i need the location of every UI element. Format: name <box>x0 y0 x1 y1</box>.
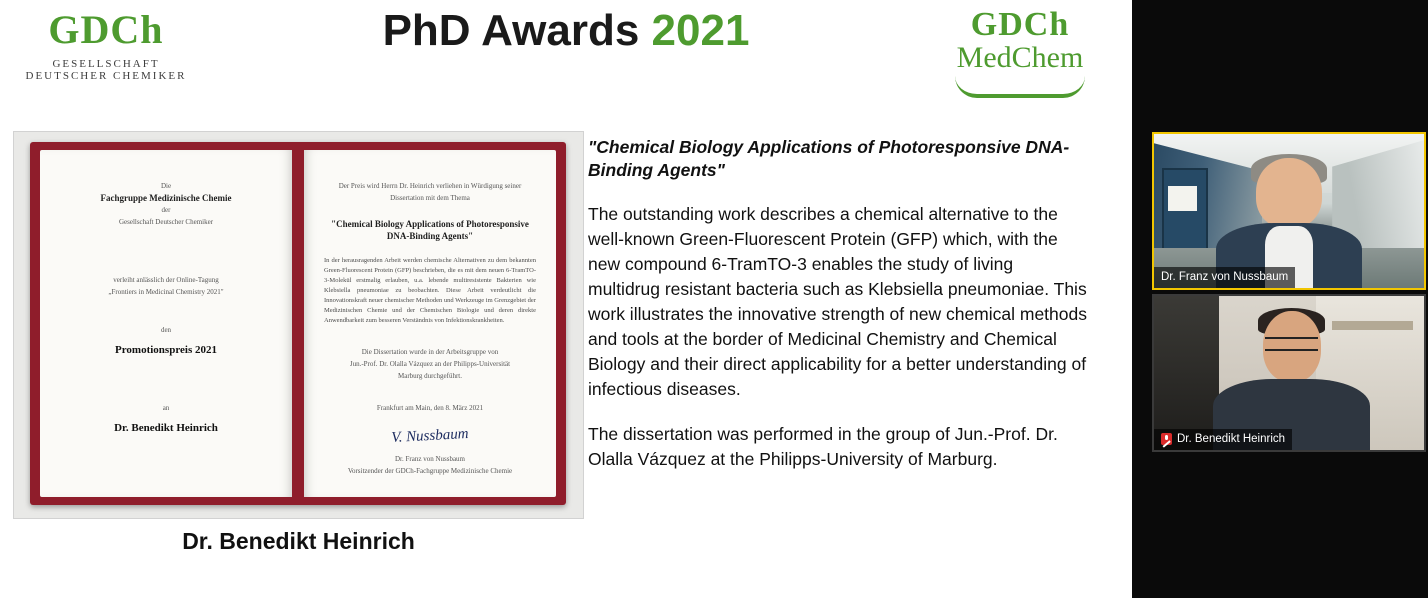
dark-left-area <box>1154 296 1219 450</box>
cert-r1: Der Preis wird Herrn Dr. Heinrich verliehen in Würdigung seiner <box>338 182 522 190</box>
cert-l5: verleiht anlässlich der Online-Tagung <box>113 276 219 284</box>
participant-name-label <box>1154 429 1292 450</box>
cert-l8: Promotionspreis 2021 <box>115 344 217 356</box>
slide-text-column <box>588 136 1088 492</box>
cert-l9: an <box>162 404 170 412</box>
cert-l2: Fachgruppe Medizinische Chemie <box>100 193 232 203</box>
cert-r3: "Chemical Biology Applications of Photoresponsive DNA-Binding Agents" <box>331 219 529 241</box>
cert-r2: Dissertation mit dem Thema <box>390 194 470 202</box>
description-paragraph-2: The dissertation was performed in the group of Jun.-Prof. Dr. Olalla Vázquez at the Philipps-University of Marburg. <box>588 424 1058 469</box>
gdch-medchem-logo <box>930 8 1110 98</box>
cert-signature: V. Nussbaum <box>390 425 469 447</box>
medchem-swoosh-icon <box>955 76 1085 98</box>
certificate-left-page <box>40 150 292 497</box>
gdch-logo-line2: DEUTSCHER CHEMIKER <box>25 70 187 82</box>
cert-r6: Jun.-Prof. Dr. Olalla Vázquez an der Philipps-Universität <box>349 360 511 368</box>
video-feed-corridor <box>1154 134 1424 288</box>
participant-video-panel <box>1132 0 1428 598</box>
awardee-caption: Dr. Benedikt Heinrich <box>182 528 415 554</box>
participant-name-label <box>1154 267 1295 288</box>
head <box>1256 158 1323 228</box>
dissertation-title: "Chemical Biology Applications of Photoresponsive DNA-Binding Agents" <box>588 137 1070 180</box>
description-paragraph-1: The outstanding work describes a chemical alternative to the well-known Green-Fluorescent Protein (GFP) which, with the new compound 6-TramTO-3 enables the study of living multidrug resistant bacteria such as Klebsiella pneumoniae. This work illustrates the innovative strength of new chemical methods and tools at the border of Medicinal Chemistry and Chemical Biology and their direct applicability for a better understanding of infectious diseases. <box>588 204 1087 399</box>
video-feed-room <box>1154 296 1424 450</box>
gdch-logo-line1: GESELLSCHAFT <box>52 58 160 70</box>
video-tile-franz-von-nussbaum[interactable] <box>1152 132 1426 290</box>
video-tile-benedikt-heinrich[interactable] <box>1152 294 1426 452</box>
cert-l7: den <box>160 326 172 334</box>
cert-r4: In der herausragenden Arbeit werden chemische Alternativen zu dem bekannten Green-Fluorescent Protein (GFP) beschrieben, die es mit dem neuen 6-TramTO-3-Molekül erstmalig erlauben, u.a. lebende multiresistente Bakterien wie Klebsiella pneumoniae zu beobachten. Diese Arbeit verdeutlicht die Innovationskraft neuer chemischer Methoden und Werkzeuge im Grenzgebiet der Medizinischen Chemie und der Chemischen Biologie und deren direkte Anwendbarkeit zum besseren Verständnis von Infektionskrankheiten. <box>324 257 536 324</box>
medchem-logo-mark: GDCh <box>970 6 1070 43</box>
cert-r5: Die Dissertation wurde in der Arbeitsgruppe von <box>361 348 499 356</box>
participant-name-text: Dr. Franz von Nussbaum <box>1161 271 1289 283</box>
cert-r7: Marburg durchgeführt. <box>397 372 463 380</box>
cert-r8: Frankfurt am Main, den 8. März 2021 <box>376 404 484 412</box>
cert-l1: Die <box>160 182 172 190</box>
certificate-book <box>30 142 566 505</box>
cert-r10: Vorsitzender der GDCh-Fachgruppe Medizinische Chemie <box>347 467 513 475</box>
cert-l4: Gesellschaft Deutscher Chemiker <box>118 218 214 226</box>
cert-l10: Dr. Benedikt Heinrich <box>114 422 218 434</box>
glasses <box>1265 337 1317 351</box>
page-title-year: 2021 <box>651 6 750 55</box>
participant-name-text: Dr. Benedikt Heinrich <box>1177 433 1286 445</box>
page-title-main: PhD Awards <box>382 6 652 55</box>
cert-r9: Dr. Franz von Nussbaum <box>395 455 465 463</box>
medchem-logo-submark: MedChem <box>956 41 1084 74</box>
cert-l3: der <box>161 206 171 214</box>
cert-l6: „Frontiers in Medicinal Chemistry 2021" <box>108 288 224 296</box>
gdch-logo-mark: GDCh <box>48 7 164 52</box>
mic-muted-icon <box>1161 433 1172 445</box>
door-note <box>1168 186 1198 211</box>
certificate-photo <box>14 132 583 518</box>
certificate-right-page <box>304 150 556 497</box>
